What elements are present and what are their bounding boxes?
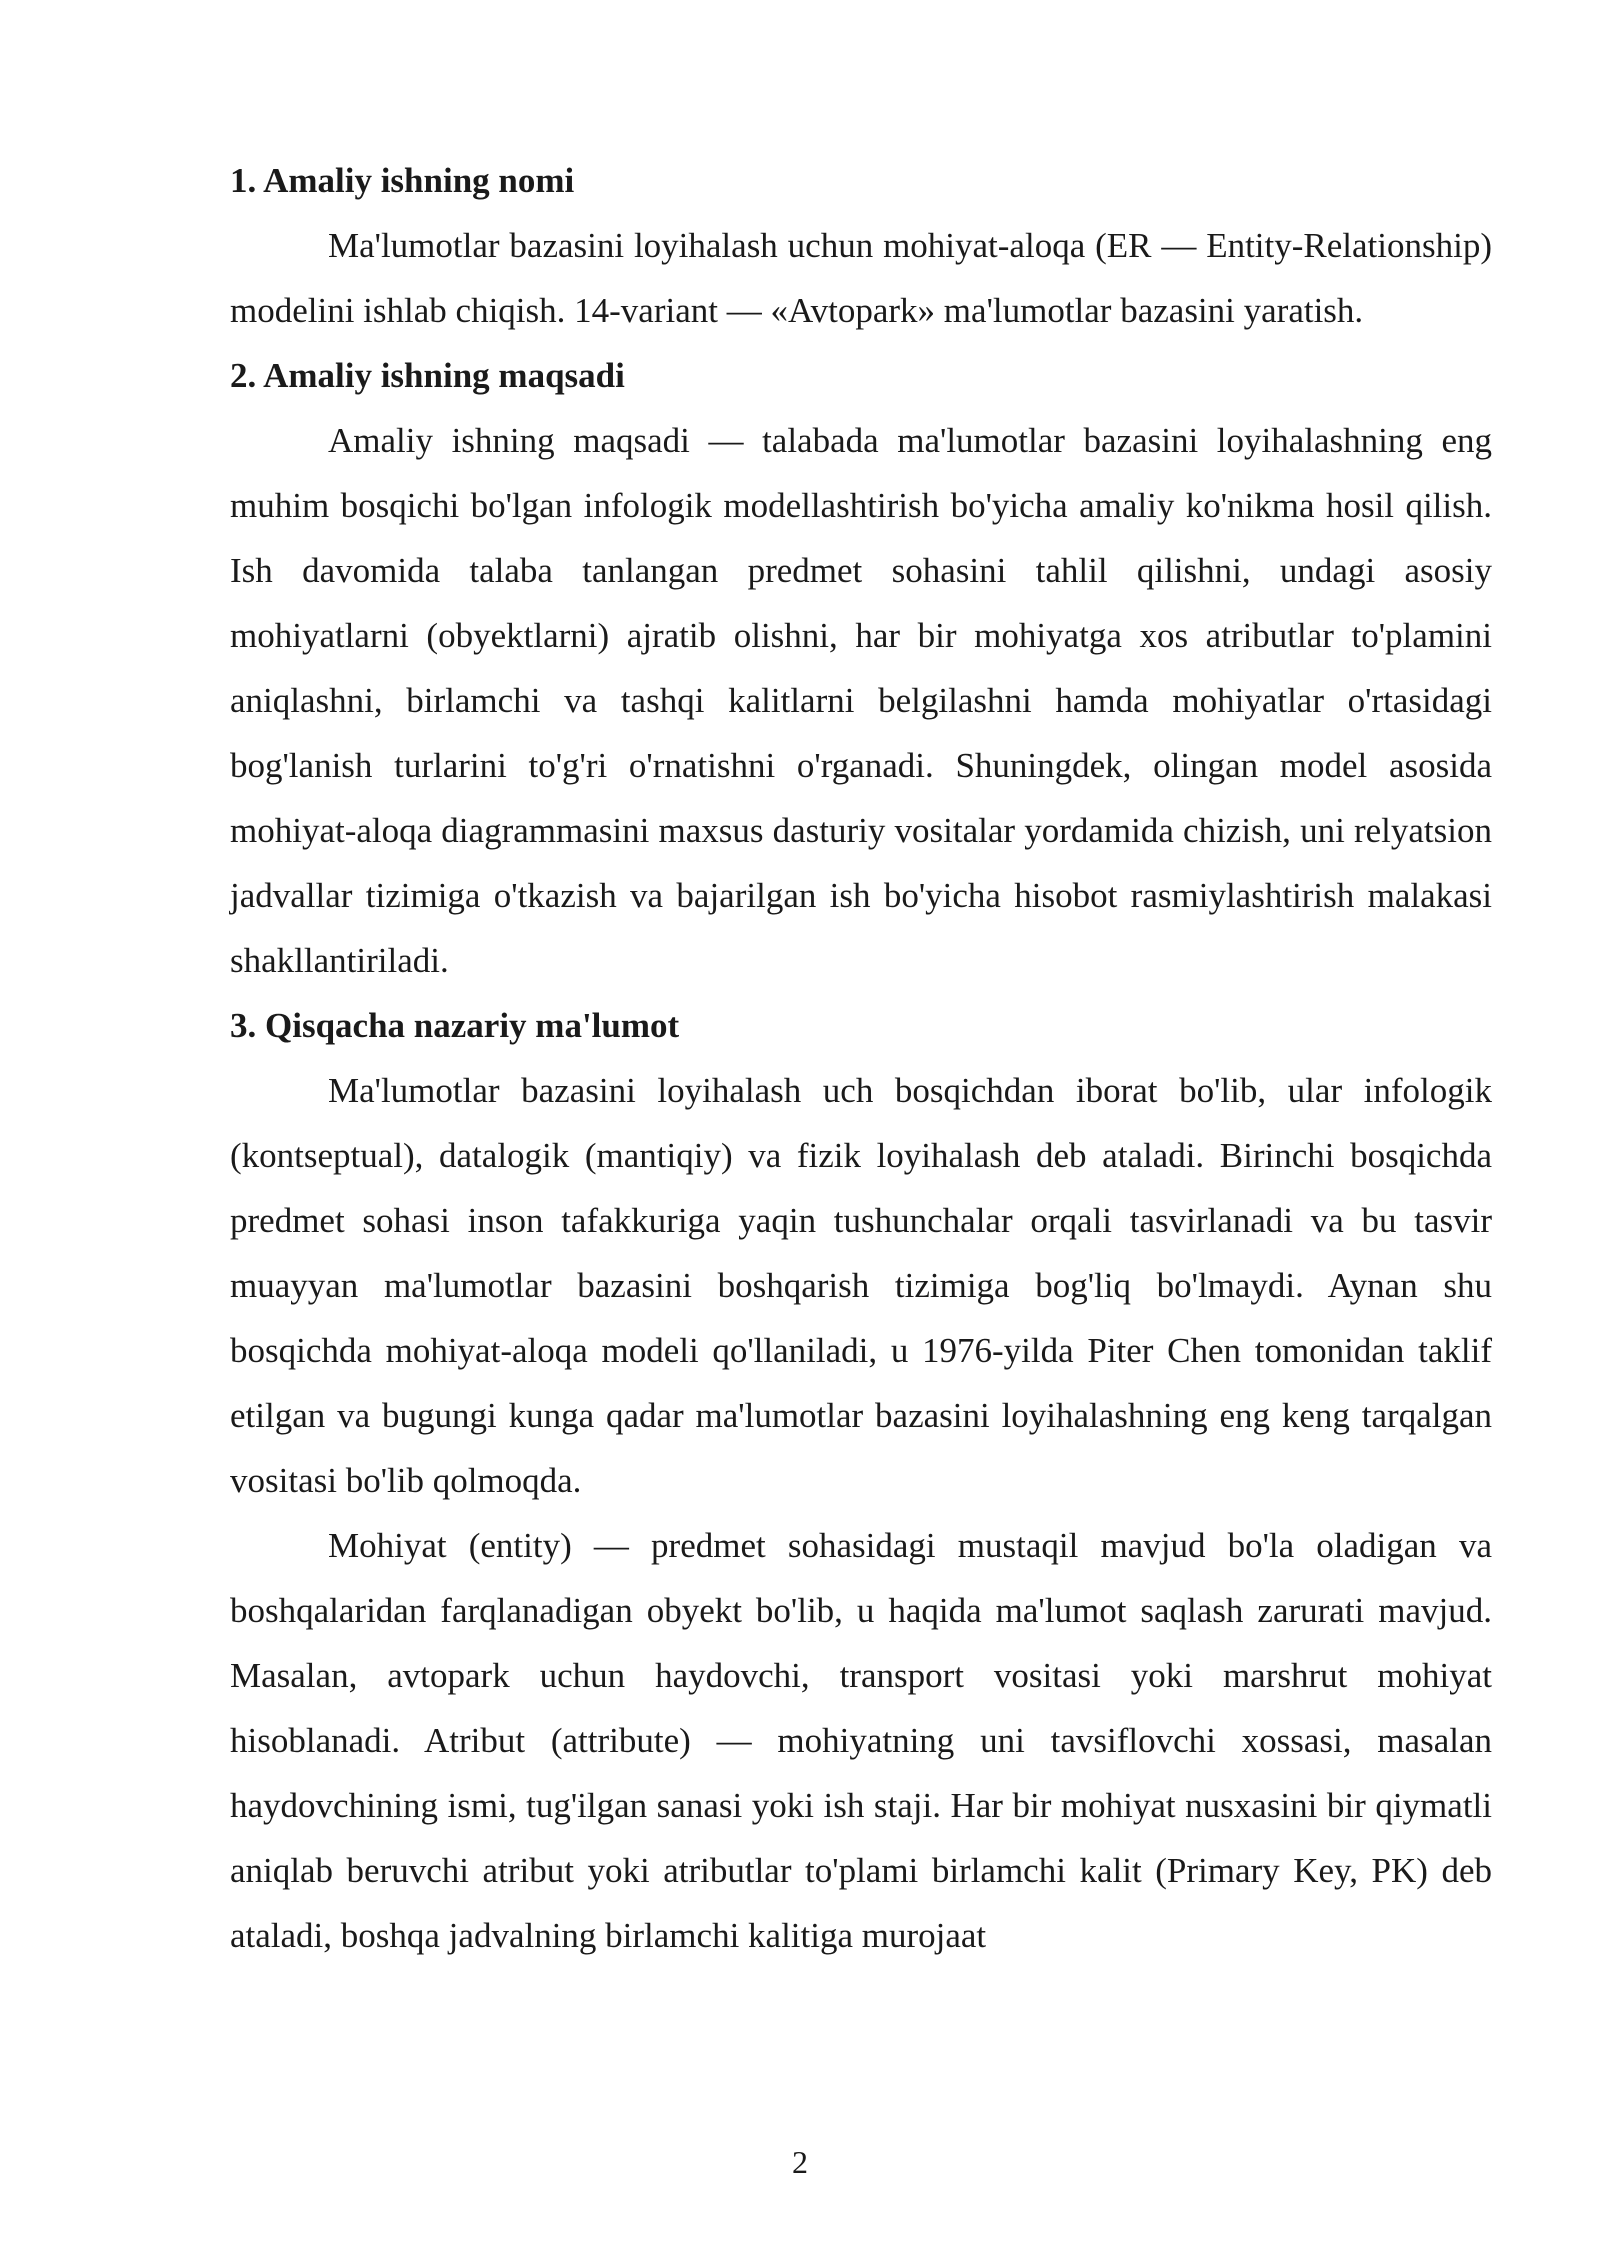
- section-heading: 3. Qisqacha nazariy ma'lumot: [230, 1006, 680, 1045]
- section-theory: [230, 993, 1492, 1968]
- section-practical-name: [230, 148, 1492, 343]
- paragraph: Mohiyat (entity) — predmet sohasidagi mustaqil mavjud bo'la oladigan va boshqalaridan farqlanadigan obyekt bo'lib, u haqida ma'lumot saqlash zarurati mavjud. Masalan, avtopark uchun haydovchi, transport vositasi yoki marshrut mohiyat hisoblanadi. Atribut (attribute) — mohiyatning uni tavsiflovchi xossasi, masalan haydovchining ismi, tug'ilgan sanasi yoki ish staji. Har bir mohiyat nusxasini bir qiymatli aniqlab beruvchi atribut yoki atributlar to'plami birlamchi kalit (Primary Key, PK) deb ataladi, boshqa jadvalning birlamchi kalitiga murojaat: [230, 1526, 1492, 1955]
- paragraph: Ma'lumotlar bazasini loyihalash uchun mohiyat-aloqa (ER — Entity-Relationship) modelini ishlab chiqish. 14-variant — «Avtopark» ma'lumotlar bazasini yaratish.: [230, 226, 1492, 330]
- section-heading: 2. Amaliy ishning maqsadi: [230, 356, 625, 395]
- page-number: 2: [792, 2144, 808, 2180]
- paragraph: Ma'lumotlar bazasini loyihalash uch bosqichdan iborat bo'lib, ular infologik (kontseptual), datalogik (mantiqiy) va fizik loyihalash deb ataladi. Birinchi bosqichda predmet sohasi inson tafakkuriga yaqin tushunchalar orqali tasvirlanadi va bu tasvir muayyan ma'lumotlar bazasini boshqarish tizimiga bog'liq bo'lmaydi. Aynan shu bosqichda mohiyat-aloqa modeli qo'llaniladi, u 1976-yilda Piter Chen tomonidan taklif etilgan va bugungi kunga qadar ma'lumotlar bazasini loyihalashning eng keng tarqalgan vositasi bo'lib qolmoqda.: [230, 1071, 1492, 1500]
- section-practical-goal: [230, 343, 1492, 993]
- document-page: [230, 148, 1492, 1968]
- section-heading: 1. Amaliy ishning nomi: [230, 161, 575, 200]
- paragraph: Amaliy ishning maqsadi — talabada ma'lumotlar bazasini loyihalashning eng muhim bosqichi bo'lgan infologik modellashtirish bo'yicha amaliy ko'nikma hosil qilish. Ish davomida talaba tanlangan predmet sohasini tahlil qilishni, undagi asosiy mohiyatlarni (obyektlarni) ajratib olishni, har bir mohiyatga xos atributlar to'plamini aniqlashni, birlamchi va tashqi kalitlarni belgilashni hamda mohiyatlar o'rtasidagi bog'lanish turlarini to'g'ri o'rnatishni o'rganadi. Shuningdek, olingan model asosida mohiyat-aloqa diagrammasini maxsus dasturiy vositalar yordamida chizish, uni relyatsion jadvallar tizimiga o'tkazish va bajarilgan ish bo'yicha hisobot rasmiylashtirish malakasi shakllantiriladi.: [230, 421, 1492, 980]
